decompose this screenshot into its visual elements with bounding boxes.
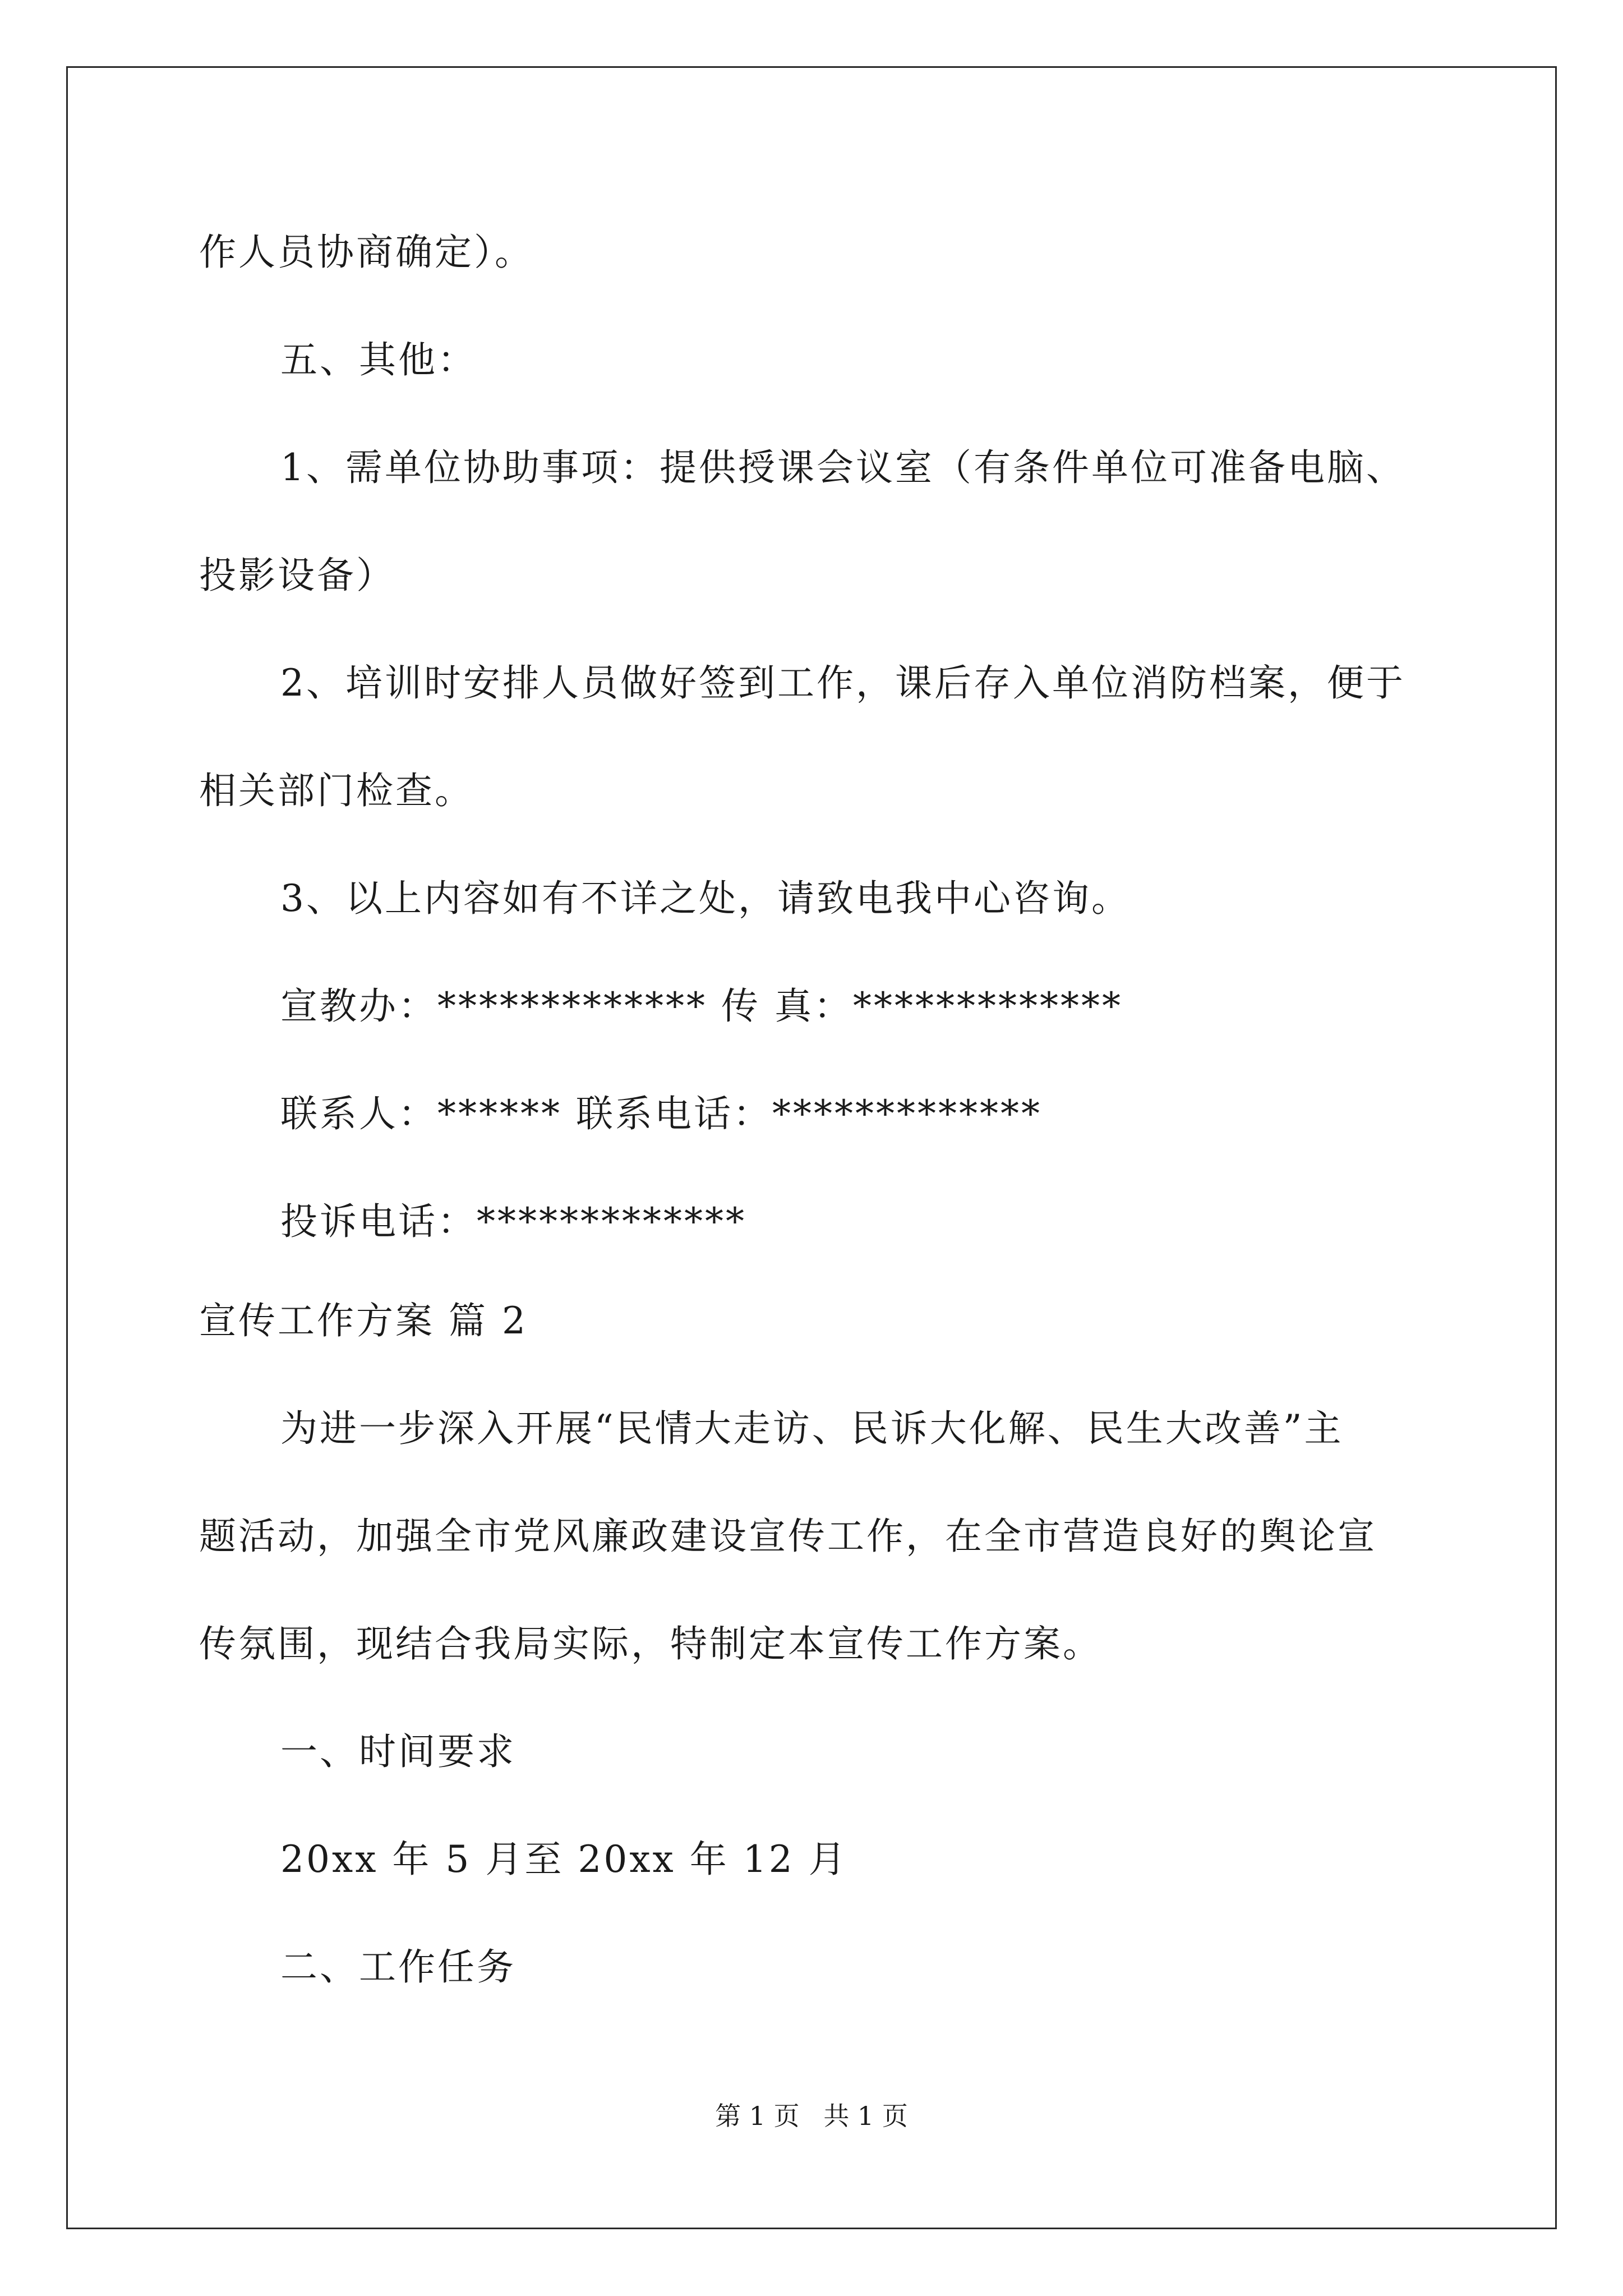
text-line: 传氛围，现结合我局实际，特制定本宣传工作方案。 xyxy=(199,1622,1102,1665)
page-border xyxy=(66,66,1557,2229)
text-line: 20xx 年 5 月至 20xx 年 12 月 xyxy=(280,1838,848,1881)
page-footer xyxy=(0,2099,1623,2133)
contact-line: 投诉电话：************* xyxy=(280,1200,746,1243)
text-line: 3、以上内容如有不详之处，请致电我中心咨询。 xyxy=(280,877,1131,920)
text-line: 1、需单位协助事项：提供授课会议室（有条件单位可准备电脑、 xyxy=(280,446,1405,489)
document-title: 宣传工作方案 篇 2 xyxy=(199,1299,528,1342)
text-line: 投影设备） xyxy=(199,554,395,597)
contact-line: 联系人：****** 联系电话：************* xyxy=(280,1092,1042,1135)
text-line: 为进一步深入开展“民情大走访、民诉大化解、民生大改善”主 xyxy=(280,1407,1344,1450)
contact-line: 宣教办：************* 传 真：************* xyxy=(280,984,1123,1028)
section-heading: 一、时间要求 xyxy=(280,1730,516,1773)
page-total: 共 1 页 xyxy=(823,2101,908,2131)
text-line: 相关部门检查。 xyxy=(199,769,474,812)
text-line: 2、培训时安排人员做好签到工作，课后存入单位消防档案，便于 xyxy=(280,661,1405,705)
page-number: 第 1 页 xyxy=(715,2101,800,2131)
section-heading: 五、其他： xyxy=(280,338,477,381)
section-heading: 二、工作任务 xyxy=(280,1945,516,1989)
text-line: 题活动，加强全市党风廉政建设宣传工作，在全市营造良好的舆论宣 xyxy=(199,1515,1377,1558)
text-line: 作人员协商确定）。 xyxy=(199,231,534,274)
